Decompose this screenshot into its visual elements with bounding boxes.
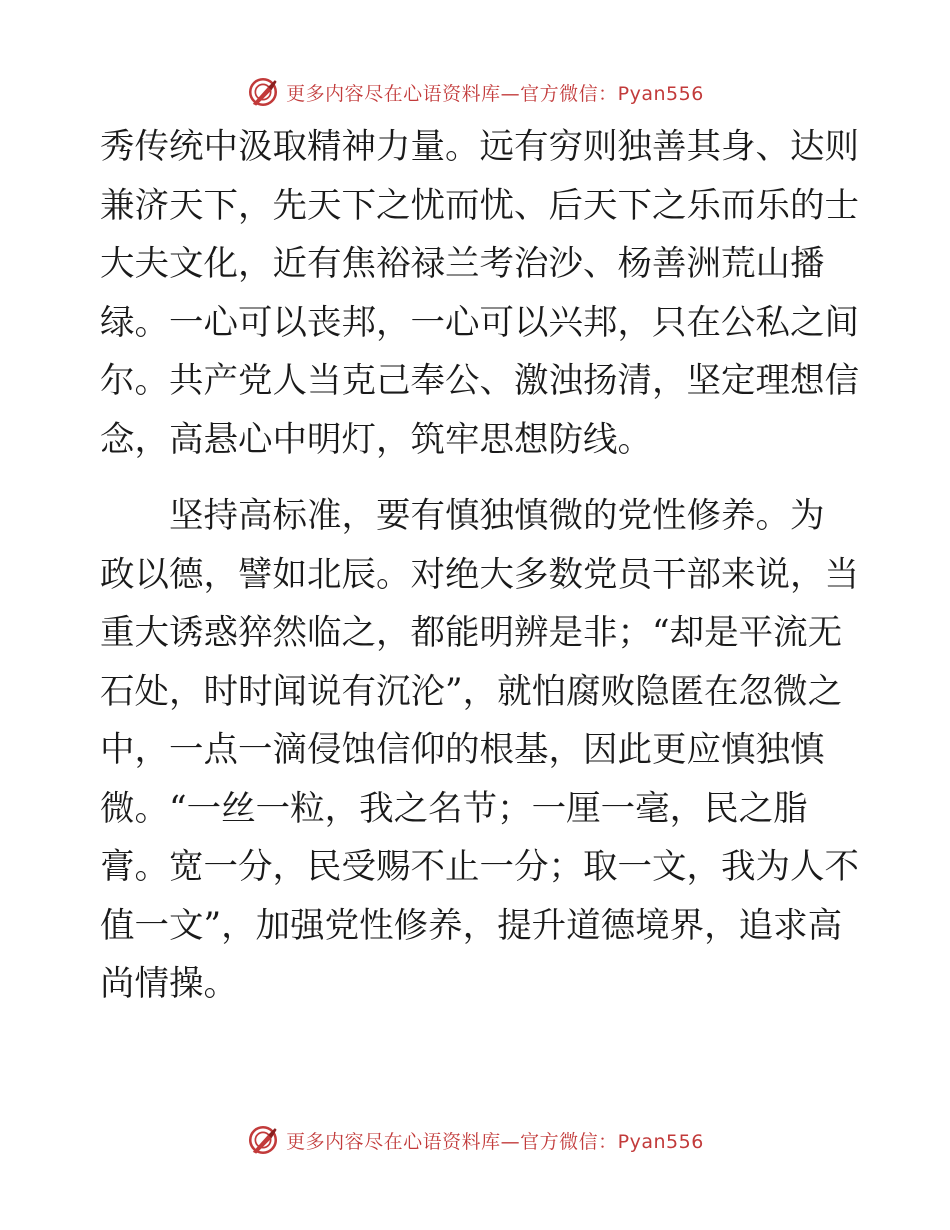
header-banner-text: 更多内容尽在心语资料库—官方微信：Pyan556 — [286, 82, 704, 105]
paragraph-line: 政以德，譬如北辰。对绝大多数党员干部来说，当 — [100, 554, 859, 595]
paragraph-line: 重大诱惑猝然临之，都能明辨是非；“却是平流无 — [100, 613, 843, 653]
paragraph-line: 膏。宽一分，民受赐不止一分；取一文，我为人不 — [100, 847, 859, 887]
paragraph-spacer — [100, 469, 852, 487]
paragraph-line: 中，一点一滴侵蚀信仰的根基，因此更应慎独慎 — [100, 730, 825, 770]
document-body — [100, 118, 859, 1014]
paragraph-line: 坚持高标准，要有慎独慎微的党性修养。为 — [100, 496, 825, 536]
paragraph-line: 绿。一心可以丧邦，一心可以兴邦，只在公私之间 — [100, 302, 859, 343]
paragraph-line: 尔。共产党人当克己奉公、激浊扬清，坚定理想信 — [100, 361, 859, 401]
paragraph-line: 大夫文化，近有焦裕禄兰考治沙、杨善洲荒山播 — [100, 244, 825, 284]
paragraph-line: 微。“一丝一粒，我之名节；一厘一毫，民之脂 — [100, 788, 808, 829]
footer-banner — [0, 1120, 950, 1160]
header-banner-inner — [246, 75, 704, 109]
footer-banner-text: 更多内容尽在心语资料库—官方微信：Pyan556 — [286, 1130, 704, 1153]
paragraph-line: 念，高悬心中明灯，筑牢思想防线。 — [100, 419, 652, 460]
paragraph-line: 兼济天下，先天下之忧而忧、后天下之乐而乐的士 — [100, 185, 859, 226]
paragraph-line: 尚情操。 — [100, 964, 238, 1004]
paragraph-line: 秀传统中汲取精神力量。远有穷则独善其身、达则 — [100, 127, 859, 167]
paragraph-1 — [100, 118, 859, 469]
pen-logo-icon — [246, 75, 280, 109]
pen-logo-icon — [246, 1123, 280, 1157]
footer-banner-inner — [246, 1123, 704, 1157]
paragraph-line: 石处，时时闻说有沉沦”，就怕腐败隐匿在忽微之 — [100, 671, 843, 712]
paragraph-2 — [100, 487, 859, 1014]
header-banner — [0, 72, 950, 112]
paragraph-line: 值一文”，加强党性修养，提升道德境界，追求高 — [100, 905, 843, 946]
